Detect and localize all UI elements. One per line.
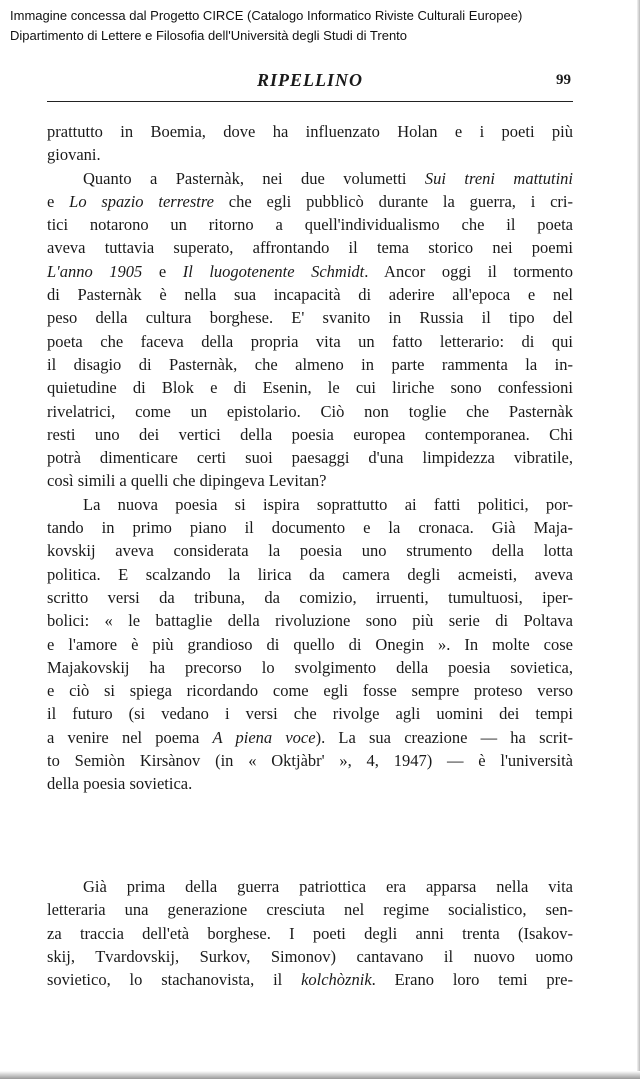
text-line: potrà dimenticare certi suoi paesaggi d'una limpidezza vibratile, (47, 448, 573, 468)
text-line: tando in primo piano il documento e la cronaca. Già Maja- (47, 518, 573, 538)
text-line: za traccia dell'età borghese. I poeti degli anni trenta (Isakov- (47, 923, 573, 943)
text-line: Già prima della guerra patriottica era apparsa nella vita (83, 877, 573, 896)
credit-line-2: Dipartimento di Lettere e Filosofia dell'Università degli Studi di Trento (10, 28, 408, 43)
text-line: aveva tuttavia superato, affrontando il tema storico nei poemi (47, 238, 573, 258)
scan-bottom-shadow (0, 1071, 640, 1079)
text-section-1 (47, 120, 573, 796)
text-line: to Semiòn Kirsànov (in « Oktjàbr' », 4, 1947) — è l'università (47, 751, 573, 771)
text-line: politica. E scalzando la lirica da camera degli acmeisti, aveva (47, 564, 573, 584)
text-line: tici notarono un ritorno a quell'individualismo che il poeta (47, 215, 573, 235)
text-line: di Pasternàk è nella sua incapacità di aderire all'epoca e nel (47, 285, 573, 305)
text-line: rivelatrici, come un epistolario. Ciò non toglie che Pasternàk (47, 401, 573, 421)
text-line: e ciò si spiega ricordando come egli fosse sempre proteso verso (47, 681, 573, 701)
italic-title: L'anno 1905 (47, 261, 143, 281)
italic-term: kolchòznik (301, 970, 372, 990)
text-line: kovskij aveva considerata la poesia uno strumento della lotta (47, 541, 573, 561)
text-line: poeta che faceva della propria vita un fatto letterario: di qui (47, 331, 573, 351)
italic-title: A piena voce (212, 727, 316, 747)
text-line: Quanto a Pasternàk, nei due volumetti Sui treni mattutini (83, 168, 573, 188)
italic-title: Il luogotenente Schmidt (182, 261, 365, 281)
text-line: e Lo spazio terrestre che egli pubblicò durante la guerra, i cri- (47, 191, 574, 211)
running-title: RIPELLINO (256, 70, 363, 90)
text-line: bolici: « le battaglie della rivoluzione sono più serie di Poltava (47, 611, 573, 631)
text-line: La nuova poesia si ispira soprattutto ai fatti politici, por- (83, 494, 573, 514)
text-line: a venire nel poema A piena voce). La sua creazione — ha scrit- (47, 727, 573, 747)
running-header (0, 70, 640, 96)
text-line: scritto versi da tribuna, da comizio, irruenti, tumultuosi, iper- (47, 587, 573, 607)
text-line: il disagio di Pasternàk, che almeno in parte rammenta la in- (47, 354, 573, 374)
text-line: Majakovskij ha precorso lo svolgimento della poesia sovietica, (47, 657, 573, 677)
image-credit-notice (10, 6, 522, 46)
text-line: L'anno 1905 e Il luogotenente Schmidt. Ancor oggi il tormento (47, 261, 573, 281)
text-section-2 (47, 875, 573, 991)
text-line: sovietico, lo stachanovista, il kolchòznik. Erano loro temi pre- (47, 970, 573, 990)
text-line: giovani. (47, 145, 101, 165)
page-number: 99 (556, 72, 571, 88)
text-line: quietudine di Blok e di Esenin, le cui liriche sono confessioni (47, 378, 573, 398)
text-line: letteraria una generazione cresciuta nel regime socialistico, sen- (47, 900, 573, 920)
text-line: della poesia sovietica. (47, 774, 193, 794)
text-line: così simili a quelli che dipingeva Levitan? (47, 471, 327, 491)
italic-title: Sui treni mattutini (424, 168, 573, 188)
italic-title: Lo spazio terrestre (69, 191, 214, 211)
text-line: peso della cultura borghese. E' svanito in Russia il tipo del (47, 308, 573, 328)
text-line: skij, Tvardovskij, Surkov, Simonov) cantavano il nuovo uomo (47, 946, 573, 966)
text-line: prattutto in Boemia, dove ha influenzato Holan e i poeti più (47, 122, 573, 141)
text-line: resti uno dei vertici della poesia europea contemporanea. Chi (47, 424, 573, 444)
text-line: il futuro (si vedano i versi che rivolge agli uomini dei tempi (47, 704, 573, 724)
credit-line-1: Immagine concessa dal Progetto CIRCE (Catalogo Informatico Riviste Culturali Europee) (10, 8, 523, 23)
text-line: e l'amore è più grandioso di quello di Onegin ». In molte cose (47, 634, 573, 654)
header-rule (47, 101, 573, 102)
